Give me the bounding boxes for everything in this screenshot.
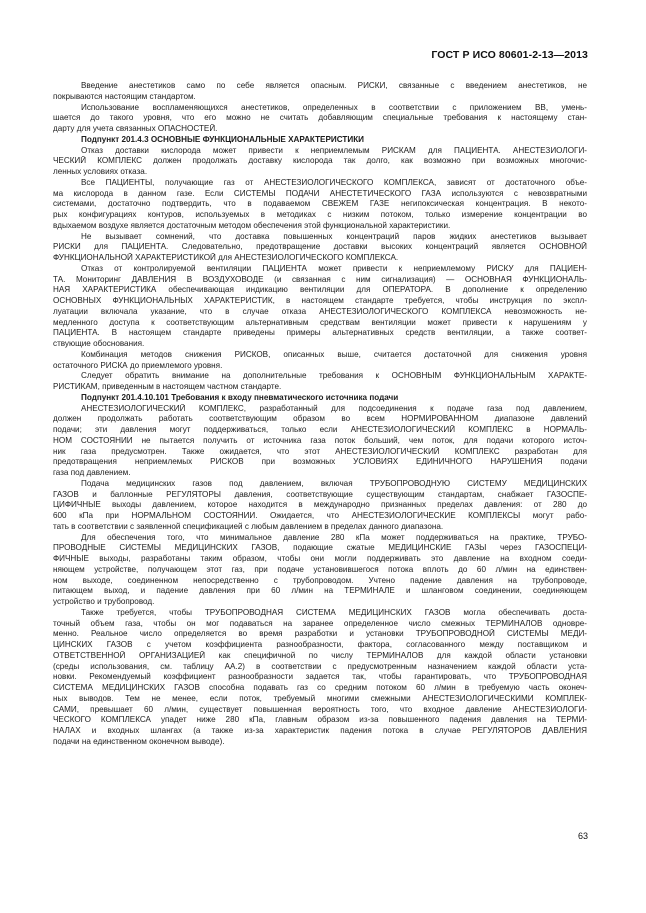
text-line: Не вызывает сомнений, что доставка повышенных концентраций паров жидких анестетиков вызывает <box>81 231 587 241</box>
text-line: НАЛАХ и входных шлангах (а также из-за характеристик падения потока в случае РЕГУЛЯТОРОВ ДАВЛЕНИЯ <box>53 726 587 735</box>
text-line: шается до такого уровня, что его можно не считать добавляющим специальные требования к настоящему стан- <box>53 113 587 123</box>
text-line: Использование воспламеняющихся анестетиков, определенных в соответствии с приложением ВВ, умень- <box>81 102 587 112</box>
text-line: Подпункт 201.4.10.101 Требования к входу пневматического источника подачи <box>81 392 399 402</box>
text-line: вдыхаемом воздухе является достаточным методом обеспечения этой функциональной характеристики. <box>53 220 451 230</box>
text-line: Комбинация методов снижения РИСКОВ, описанных выше, считается достаточной для снижения уровня <box>81 349 587 359</box>
text-line: питающем выход, и падение давления при 60 л/мин на ТЕРМИНАЛЕ и шланговом соединении, соединяющем <box>53 586 587 596</box>
text-line: подачи; эти давления могут поддерживаться, только если АНЕСТЕЗИОЛОГИЧЕСКИЙ КОМПЛЕКС в НОРМАЛЬ- <box>53 425 587 434</box>
paragraph <box>53 404 587 479</box>
text-line: ник газа предусмотрен. Также ожидается, что этот АНЕСТЕЗИОЛОГИЧЕСКИЙ КОМПЛЕКС разработан для <box>53 446 587 456</box>
text-line: РИСТИКАМ, приведенным в настоящем частном стандарте. <box>53 382 282 391</box>
text-line: луатации включала указание, что в случае отказа АНЕСТЕЗИОЛОГИЧЕСКОГО КОМПЛЕКСА невозможность не- <box>53 306 587 316</box>
document-header: ГОСТ Р ИСО 80601-2-13—2013 <box>431 49 588 61</box>
text-line: Также требуется, чтобы ТРУБОПРОВОДНАЯ СИСТЕМА МЕДИЦИНСКИХ ГАЗОВ могла обеспечивать доста- <box>81 607 587 617</box>
text-line: АНЕСТЕЗИОЛОГИЧЕСКИЙ КОМПЛЕКС, разработанный для подсоединения к подаче газа под давлением, <box>81 403 587 413</box>
text-line: Подпункт 201.4.3 ОСНОВНЫЕ ФУНКЦИОНАЛЬНЫЕ ХАРАКТЕРИСТИКИ <box>81 134 365 144</box>
text-line: ЧЕСКОГО КОМПЛЕКСА упадет ниже 280 кПа, главным образом из-за повышенного падения давления на ТЕРМИ- <box>53 715 587 725</box>
text-line: (среды использования, см. таблицу АА.2) в соответствии с предусмотренным назначением каждой области уста- <box>53 661 587 671</box>
paragraph <box>53 479 587 533</box>
text-line: остаточного РИСКА до приемлемого уровня. <box>53 360 223 370</box>
text-line: менно. Реальное число определяется во время разработки и установки ТРУБОПРОВОДНОЙ СИСТЕМЫ МЕДИ- <box>53 629 587 639</box>
text-line: системами, достаточно подтвердить, что в подаваемом СВЕЖЕМ ГАЗЕ негипоксическая концентрация. В некото- <box>53 199 587 209</box>
text-line: ГАЗОВ и баллонные РЕГУЛЯТОРЫ давления, соответствующие существующим стандартам, снабжает ГАЗОСПЕ- <box>53 489 587 499</box>
paragraph <box>53 146 587 178</box>
text-line: Для обеспечения того, что минимальное давление 280 кПа может поддерживаться на практике, ТРУБО- <box>81 532 587 542</box>
text-line: ствующие обоснования. <box>53 339 145 348</box>
text-line: САМИ, превышает 60 л/мин, существует повышенная вероятность того, что входное давление АНЕСТЕЗИОЛОГИ- <box>53 704 587 714</box>
text-line: Следует обратить внимание на дополнительные требования к ОСНОВНЫМ ФУНКЦИОНАЛЬНЫМ ХАРАКТЕ- <box>81 371 587 381</box>
text-line: ЧЕСКИЙ КОМПЛЕКС должен продолжать доставку кислорода так долго, как возможно при возможных многочис- <box>53 156 587 166</box>
text-line: медленного доступа к соответствующим альтернативным средствам вентиляции может привести к нарушениям у <box>53 317 587 327</box>
text-line: предотвращения неприемлемых РИСКОВ при возможных УСЛОВИЯХ ЕДИНИЧНОГО НАРУШЕНИЯ подачи <box>53 457 587 467</box>
text-line: ма кислорода в данном газе. Если СИСТЕМЫ ПОДАЧИ АНЕСТЕТИЧЕСКОГО ГАЗА используются с невозвратными <box>53 188 587 198</box>
text-line: Введение анестетиков само по себе является опасным. РИСКИ, связанные с введением анестетиков, не <box>81 81 587 90</box>
text-line: ОСНОВНЫХ ФУНКЦИОНАЛЬНЫХ ХАРАКТЕРИСТИК, в настоящем стандарте требуется, чтобы инструкция по экспл- <box>53 296 587 305</box>
text-line: Отказ доставки кислорода может привести к неприемлемым РИСКАМ для ПАЦИЕНТА. АНЕСТЕЗИОЛОГИ- <box>81 145 587 155</box>
text-line: должен продолжать работать соответствующим образом во всем НОРМИРОВАННОМ диапазоне давлений <box>53 414 587 424</box>
text-line: Подача медицинских газов под давлением, включая ТРУБОПРОВОДНУЮ СИСТЕМУ МЕДИЦИНСКИХ <box>81 478 587 488</box>
text-line: ном выходе, соединенном непосредственно с трубопроводом. Учтено падение давления на трубопроводе, <box>53 575 587 585</box>
text-line: Отказ от контролируемой вентиляции ПАЦИЕНТА может привести к неприемлемому РИСКУ для ПАЦИЕН- <box>81 263 587 273</box>
text-line: газа под давлением. <box>53 468 131 477</box>
document-body <box>53 81 587 748</box>
text-line: 600 кПа при НОРМАЛЬНОМ СОСТОЯНИИ. Ожидается, что АНЕСТЕЗИОЛОГИЧЕСКИЕ КОМПЛЕКСЫ могут рабо- <box>53 511 587 520</box>
text-line: дарту для учета связанных ОПАСНОСТЕЙ. <box>53 124 218 133</box>
paragraph <box>53 103 587 135</box>
text-line: ПРОВОДНЫЕ СИСТЕМЫ МЕДИЦИНСКИХ ГАЗОВ, подающие сжатые МЕДИЦИНСКИЕ ГАЗЫ через ГАЗОСПЕЦИ- <box>53 543 587 553</box>
text-line: ПАЦИЕНТА. В настоящем стандарте приведены примеры альтернативных средств вентиляции, а также соответ- <box>53 328 587 338</box>
text-line: НАЯ ХАРАКТЕРИСТИКА обеспечивающая индикацию вентиляции для ОПЕРАТОРА. В дополнение к определению <box>53 285 587 295</box>
text-line: РИСКИ для ПАЦИЕНТА. Следовательно, предотвращение доставки высоких концентраций является ОСНОВНОЙ <box>53 242 587 252</box>
section-heading <box>53 393 587 404</box>
text-line: новки. Рекомендуемый коэффициент разнообразности задается так, чтобы гарантировать, что ТРУБОПРОВОДНАЯ <box>53 672 587 682</box>
paragraph <box>53 178 587 232</box>
text-line: СИСТЕМА МЕДИЦИНСКИХ ГАЗОВ способна подавать газ со средним потоком 60 л/мин в требуемую часть оконеч- <box>53 683 587 692</box>
paragraph <box>53 81 587 103</box>
text-line: устройство и трубопровод. <box>53 597 155 606</box>
text-line: ных выводов. Тем не менее, если поток, требуемый многими смежными АНЕСТЕЗИОЛОГИЧЕСКИМИ КОМПЛЕК- <box>53 693 587 703</box>
text-line: ленных условиях отказа. <box>53 167 148 176</box>
text-line: няющем устройстве, получающем этот газ, при подаче установившегося потока вплоть до 60 л/мин на единствен- <box>53 564 587 574</box>
text-line: подачи на единственном оконечном выводе). <box>53 736 225 746</box>
text-line: точный объем газа, чтобы он мог подаваться на заранее определенное число смежных ТЕРМИНАЛОВ одновре- <box>53 618 587 628</box>
paragraph <box>53 608 587 748</box>
text-line: НОМ СОСТОЯНИИ не пытается получить от источника газа поток больший, чем поток, для подачи которого источ- <box>53 435 587 445</box>
page-number: 63 <box>577 831 588 841</box>
text-line: тать в соответствии с заявленной спецификацией с любым давлением в пределах данного диапазона. <box>53 521 444 531</box>
text-line: ОТВЕТСТВЕННОЙ ОРГАНИЗАЦИЕЙ как специфичной по числу ТЕРМИНАЛОВ для каждой области установки <box>53 650 587 660</box>
paragraph <box>53 232 587 264</box>
text-line: ЦИНСКИХ ГАЗОВ с учетом коэффициента разнообразности, фактора, согласованного между поставщиком и <box>53 640 587 649</box>
text-line: рых конфигурациях контуров, используемых в методиках с низким потоком, только измерение концентрации во <box>53 210 587 219</box>
text-line: покрываются настоящим стандартом. <box>53 91 196 101</box>
paragraph <box>53 371 587 393</box>
text-line: ФУНКЦИОНАЛЬНОЙ ХАРАКТЕРИСТИКОЙ для АНЕСТЕЗИОЛОГИЧЕСКОГО КОМПЛЕКСА. <box>53 253 399 262</box>
paragraph <box>53 350 587 372</box>
paragraph <box>53 533 587 608</box>
text-line: ЦИФИЧНЫЕ выходы давлением, которое находится в международно признанных пределах давления: от 280 до <box>53 500 587 510</box>
paragraph <box>53 264 587 350</box>
section-heading <box>53 135 587 146</box>
text-line: ТА. Мониторинг ДАВЛЕНИЯ В ВОЗДУХОВОДЕ (и связанная с ним сигнализация) — ОСНОВНАЯ ФУНКЦИОНАЛЬ- <box>53 274 587 284</box>
text-line: Все ПАЦИЕНТЫ, получающие газ от АНЕСТЕЗИОЛОГИЧЕСКОГО КОМПЛЕКСА, зависят от достаточного объе- <box>81 177 587 187</box>
text-line: ФИЧНЫЕ выходы, разработаны таким образом, чтобы они могли поддерживать это давление на входном соеди- <box>53 554 587 563</box>
